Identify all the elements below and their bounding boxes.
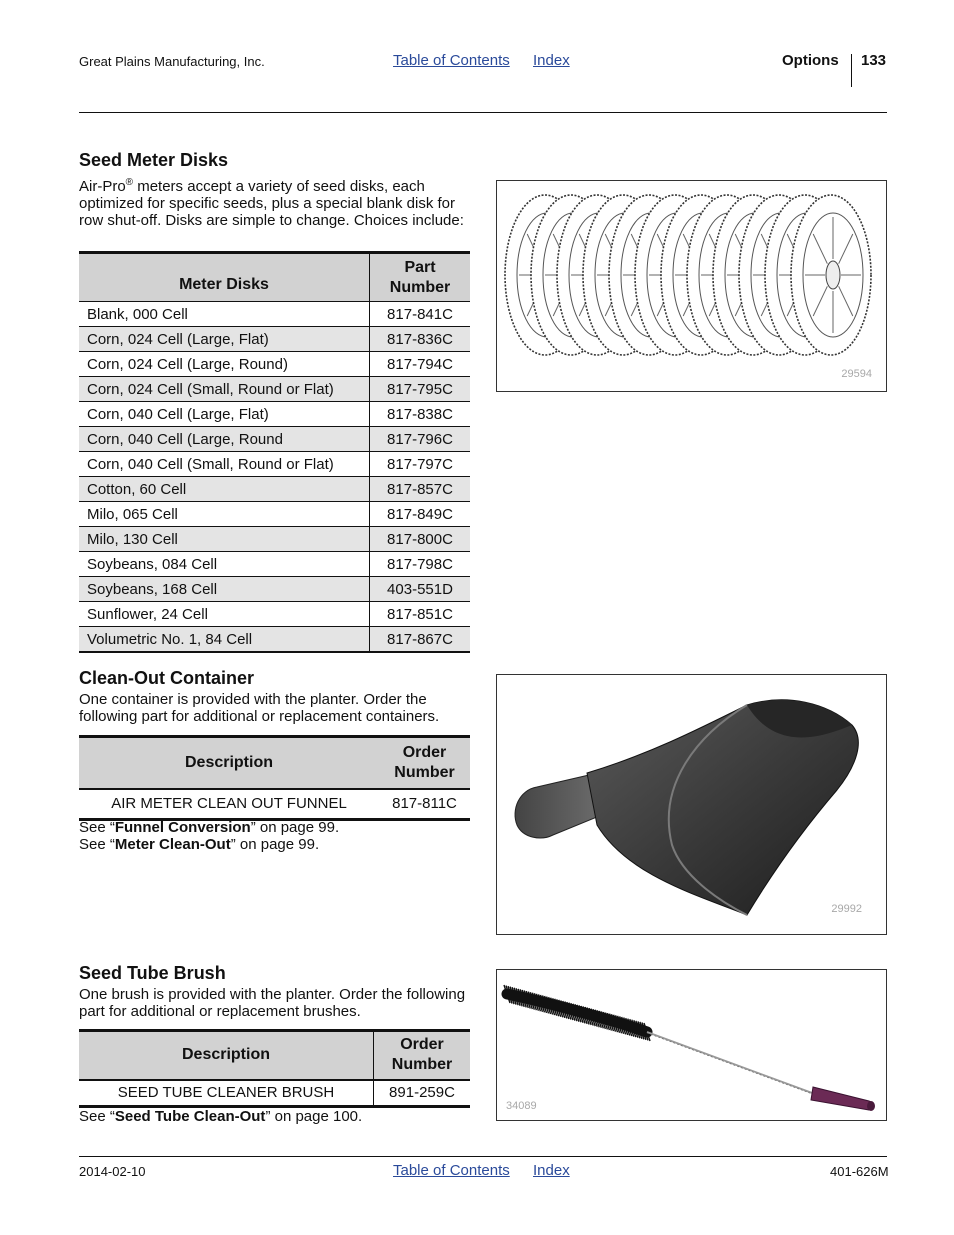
seed-tube-clean-out-ref[interactable]: Seed Tube Clean-Out: [114, 1108, 266, 1125]
meter-disk-name: Corn, 040 Cell (Large, Round: [79, 427, 370, 452]
meter-disk-name: Soybeans, 168 Cell: [79, 577, 370, 602]
meter-disk-name: Corn, 024 Cell (Large, Round): [79, 352, 370, 377]
part-number: 817-794C: [370, 352, 471, 377]
part-number: 817-795C: [370, 377, 471, 402]
clean-out-table: [79, 735, 470, 821]
table-row: [79, 552, 470, 577]
meter-disk-name: Corn, 024 Cell (Large, Flat): [79, 327, 370, 352]
seed-meter-intro: [79, 174, 474, 229]
table-row: [79, 789, 470, 820]
row-order-number: 891-259C: [374, 1080, 471, 1107]
table-row: [79, 402, 470, 427]
table-row: [79, 302, 470, 327]
clean-out-intro: One container is provided with the planter. Order the following part for additional or replacement containers.: [79, 691, 440, 725]
meter-disk-name: Sunflower, 24 Cell: [79, 602, 370, 627]
col-part-number: Part Number: [370, 253, 471, 302]
part-number: 817-838C: [370, 402, 471, 427]
company-name: Great Plains Manufacturing, Inc.: [79, 54, 265, 69]
brush-figure: [496, 969, 887, 1121]
brush-illustration: [497, 970, 886, 1120]
see-meter-clean-out: See “Meter Clean-Out” on page 99.: [79, 836, 320, 853]
row-order-number: 817-811C: [392, 795, 457, 812]
registered-mark: ®: [125, 177, 134, 188]
header-toc-link[interactable]: Table of Contents: [393, 52, 510, 69]
footer-toc-link[interactable]: Table of Contents: [393, 1162, 510, 1179]
intro-text: meters accept a variety of seed disks, each optimized for specific seeds, plus a special blank disk for row shut-off. Disks are simple to change. Choices include:: [79, 178, 464, 229]
figure-number: 29594: [841, 368, 872, 380]
part-number: 817-841C: [370, 302, 471, 327]
row-description: AIR METER CLEAN OUT FUNNEL: [111, 795, 347, 812]
see-seed-tube-clean-out: See “Seed Tube Clean-Out” on page 100.: [79, 1108, 363, 1125]
header-index-link[interactable]: Index: [533, 52, 570, 69]
funnel-illustration: [497, 675, 886, 934]
part-number: 817-857C: [370, 477, 471, 502]
table-row: [79, 327, 470, 352]
meter-disks-table: [79, 251, 470, 653]
footer-date: 2014-02-10: [79, 1164, 146, 1179]
brush-title: Seed Tube Brush: [79, 963, 226, 983]
header-divider: [851, 54, 852, 87]
part-number: 817-796C: [370, 427, 471, 452]
part-number: 817-849C: [370, 502, 471, 527]
col-description: Description: [79, 1031, 374, 1080]
seed-disks-illustration: [497, 181, 886, 391]
table-row: [79, 527, 470, 552]
table-row: [79, 427, 470, 452]
table-row: [79, 602, 470, 627]
table-row: [79, 452, 470, 477]
table-row: [79, 502, 470, 527]
seed-disks-figure: [496, 180, 887, 392]
clean-out-title: Clean-Out Container: [79, 668, 255, 688]
meter-clean-out-ref[interactable]: Meter Clean-Out: [114, 836, 231, 853]
col-description: Description: [79, 737, 379, 789]
meter-disk-name: Corn, 024 Cell (Small, Round or Flat): [79, 377, 370, 402]
part-number: 817-798C: [370, 552, 471, 577]
col-order-number: Order Number: [379, 737, 470, 789]
table-row: [79, 627, 470, 653]
brush-intro: One brush is provided with the planter. Order the following part for additional or replacement brushes.: [79, 986, 466, 1020]
meter-disk-name: Corn, 040 Cell (Large, Flat): [79, 402, 370, 427]
meter-disk-name: Cotton, 60 Cell: [79, 477, 370, 502]
part-number: 403-551D: [370, 577, 471, 602]
table-row: [79, 577, 470, 602]
funnel-figure: [496, 674, 887, 935]
figure-number: 34089: [506, 1100, 537, 1112]
part-number: 817-836C: [370, 327, 471, 352]
table-row: [79, 352, 470, 377]
part-number: 817-867C: [370, 627, 471, 653]
table-row: [79, 1080, 470, 1107]
brush-table: [79, 1029, 470, 1108]
col-order-number: Order Number: [374, 1031, 471, 1080]
footer-doc-number: 401-626M: [830, 1164, 889, 1179]
header-rule: [79, 112, 887, 113]
meter-disk-name: Soybeans, 084 Cell: [79, 552, 370, 577]
funnel-conversion-ref[interactable]: Funnel Conversion: [114, 819, 251, 836]
meter-disk-name: Milo, 130 Cell: [79, 527, 370, 552]
table-row: [79, 377, 470, 402]
see-funnel-conversion: See “Funnel Conversion” on page 99.: [79, 819, 340, 836]
part-number: 817-851C: [370, 602, 471, 627]
table-row: [79, 477, 470, 502]
meter-disk-name: Milo, 065 Cell: [79, 502, 370, 527]
meter-disk-name: Volumetric No. 1, 84 Cell: [79, 627, 370, 653]
page-number: 133: [861, 52, 887, 69]
footer-index-link[interactable]: Index: [533, 1162, 570, 1179]
meter-disk-name: Blank, 000 Cell: [79, 302, 370, 327]
part-number: 817-797C: [370, 452, 471, 477]
figure-number: 29992: [831, 903, 862, 915]
seed-meter-title: Seed Meter Disks: [79, 150, 229, 170]
col-meter-disks: Meter Disks: [79, 253, 370, 302]
part-number: 817-800C: [370, 527, 471, 552]
intro-brand: Air-Pro: [79, 178, 126, 195]
meter-disk-name: Corn, 040 Cell (Small, Round or Flat): [79, 452, 370, 477]
footer-rule: [79, 1156, 887, 1157]
section-name: Options: [782, 52, 839, 69]
row-description: SEED TUBE CLEANER BRUSH: [117, 1084, 335, 1101]
